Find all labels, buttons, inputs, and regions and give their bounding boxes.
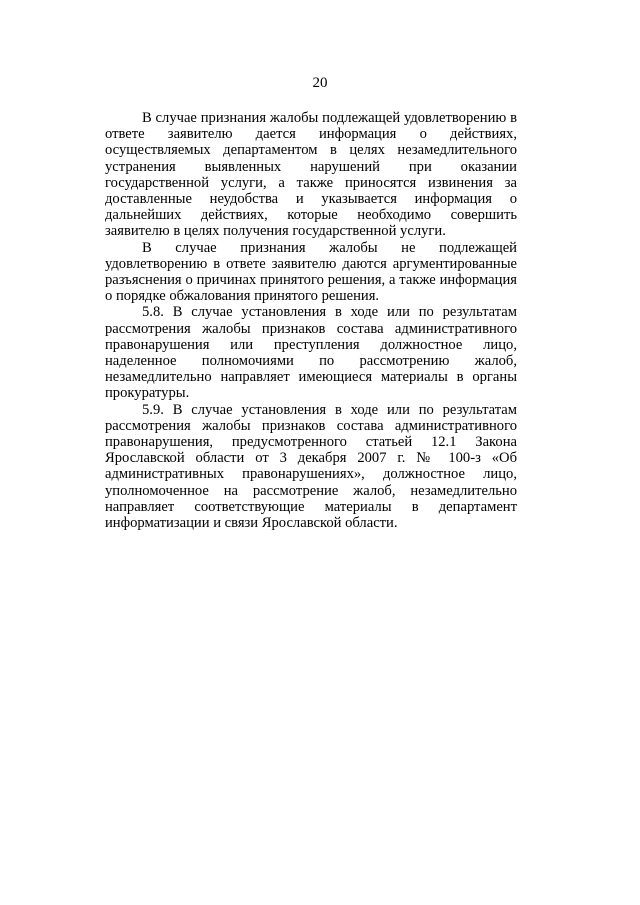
paragraph-section-5-8: 5.8. В случае установления в ходе или по результатам рассмотрения жалобы признаков состава административного правонарушения или преступления должностное лицо, наделенное полномочиями по рассмотрению жалоб, незамедлительно направляет имеющиеся материалы в органы прокуратуры. <box>105 304 517 402</box>
document-body <box>105 110 517 531</box>
paragraph-complaint-rejected: В случае признания жалобы не подлежащей удовлетворению в ответе заявителю даются аргументированные разъяснения о причинах принятого решения, а также информация о порядке обжалования принятого решения. <box>105 239 517 305</box>
paragraph-section-5-9: 5.9. В случае установления в ходе или по результатам рассмотрения жалобы признаков состава административного правонарушения, предусмотренного статьей 12.1 Закона Ярославской области от 3 декабря 2007 г. № 100-з «Об административных правонарушениях», должностное лицо, уполномоченное на рассмотрение жалоб, незамедлительно направляет соответствующие материалы в департамент информатизации и связи Ярославской области. <box>105 401 517 532</box>
paragraph-complaint-satisfied: В случае признания жалобы подлежащей удовлетворению в ответе заявителю дается информация о действиях, осуществляемых департаментом в целях незамедлительного устранения выявленных нарушений при оказании государственной услуги, а также приносятся извинения за доставленные неудобства и указывается информация о дальнейших действиях, которые необходимо совершить заявителю в целях получения государственной услуги. <box>105 110 517 240</box>
page-number: 20 <box>312 75 328 91</box>
